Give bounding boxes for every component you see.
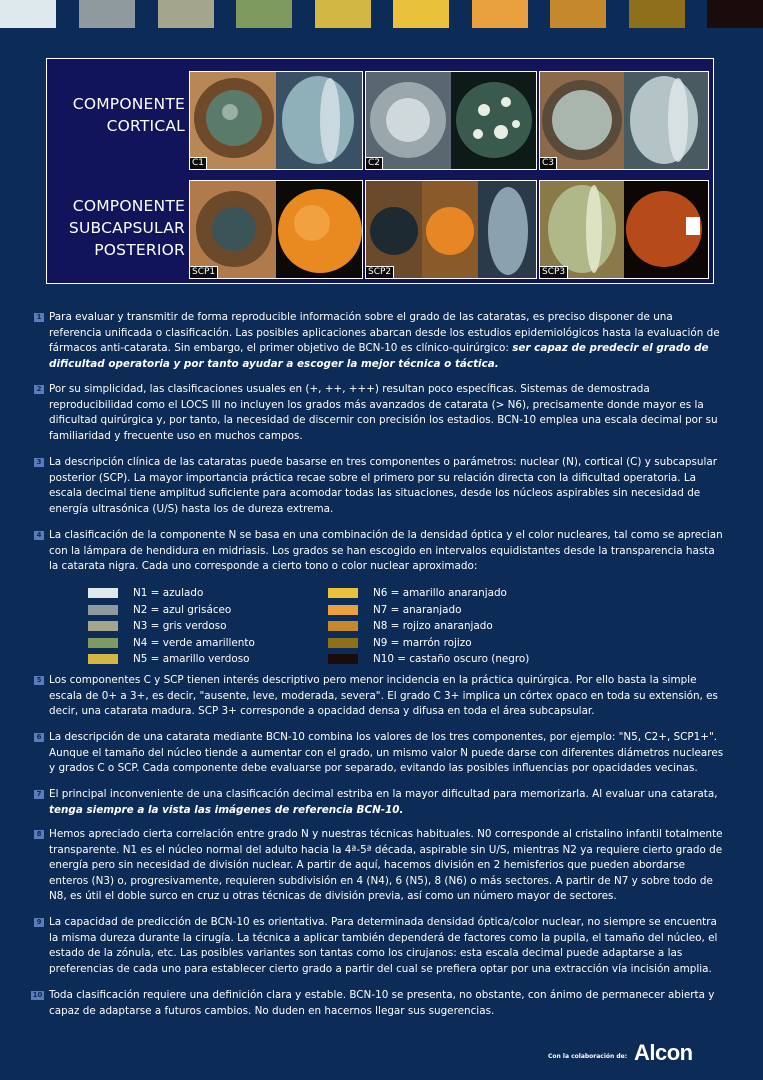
- swatch-n9: [629, 0, 685, 28]
- legend-item: [328, 635, 588, 652]
- paragraph-number: 10: [32, 991, 43, 999]
- legend-label: N9 = marrón rojizo: [373, 636, 472, 649]
- paragraph-number: 8: [34, 830, 44, 839]
- paragraph-number: 9: [34, 918, 44, 927]
- legend-swatch: [328, 654, 358, 664]
- legend-item: [328, 585, 588, 602]
- legend-label: N6 = amarillo anaranjado: [373, 587, 507, 599]
- cortical-heading-line2: CORTICAL: [106, 117, 185, 135]
- eye-photo-c1: [189, 71, 363, 170]
- swatch-n1: [0, 0, 56, 28]
- alcon-logo: Alcon: [634, 1040, 693, 1065]
- paragraph-3: [34, 455, 724, 517]
- legend-label: N4 = verde amarillento: [133, 636, 255, 649]
- swatch-n10: [707, 0, 763, 28]
- legend-item: [328, 618, 588, 635]
- photo-label-scp3: SCP3: [540, 266, 568, 278]
- paragraph-9: [34, 915, 724, 977]
- paragraph-number: 7: [34, 790, 44, 799]
- cataract-image-panel: [46, 58, 714, 284]
- nuclear-color-legend-left: [88, 585, 318, 668]
- paragraph-4: [34, 528, 724, 575]
- legend-swatch: [88, 654, 118, 664]
- legend-item: [88, 635, 318, 652]
- paragraph-number: 6: [34, 733, 44, 742]
- swatch-n5: [315, 0, 371, 28]
- paragraph-8: [34, 827, 724, 905]
- paragraph-2: [34, 382, 724, 444]
- swatch-n7: [472, 0, 528, 28]
- legend-label: N5 = amarillo verdoso: [133, 653, 250, 665]
- legend-swatch: [328, 621, 358, 631]
- cortical-heading: [47, 93, 185, 137]
- eye-photo-scp3: [539, 180, 709, 279]
- paragraph-text: La clasificación de la componente N se basa en una combinación de la densidad óptica y el color nucleares, tal como se aprecian con la lámpara de hendidura en midriasis. Los grados se han escogido en intervalos equidistantes desde la transparencia hasta la catarata nigra. Cada uno corresponde a cierto tono o color nuclear aproximado:: [49, 529, 723, 573]
- paragraph-text: Los componentes C y SCP tienen interés descriptivo pero menor incidencia en la práctica quirúrgica. Por ello basta la simple escala de 0+ a 3+, es decir, "ausente, leve, moderada, severa". El grado C 3+ implica un córtex opaco en toda su extensión, es decir, una catarata madura. SCP 3+ corresponde a opacidad densa y difusa en toda el área subcapsular.: [49, 674, 718, 718]
- legend-item: [328, 602, 588, 619]
- color-swatch-strip: [0, 0, 763, 28]
- paragraph-text: La descripción clínica de las cataratas puede basarse en tres componentes o parámetros: nuclear (N), cortical (C) y subcapsular posterior (SCP). La mayor importancia práctica recae sobre el primero por su relación directa con la dificultad operatoria. La escala decimal tiene amplitud suficiente para acomodar todas las situaciones, desde los núcleos aspirables sin necesidad de energía ultrasónica (U/S) hasta los de dureza extrema.: [49, 456, 718, 515]
- paragraph-6: [34, 730, 724, 777]
- legend-swatch: [88, 605, 118, 615]
- swatch-n2: [79, 0, 135, 28]
- paragraph-5: [34, 673, 724, 720]
- paragraph-1: [34, 310, 724, 372]
- legend-swatch: [88, 638, 118, 648]
- eye-photo-c2: [365, 71, 537, 170]
- legend-item: [88, 602, 318, 619]
- legend-label: N8 = rojizo anaranjado: [373, 620, 493, 632]
- swatch-n8: [550, 0, 606, 28]
- legend-swatch: [88, 621, 118, 631]
- legend-label: N7 = anaranjado: [373, 603, 462, 616]
- paragraph-text: Hemos apreciado cierta correlación entre grado N y nuestras técnicas habituales. N0 corresponde al cristalino infantil totalmente transparente. N1 es el núcleo normal del adulto hacia la 4ª-5ª década, aspirable sin U/S, mientras N2 ya requiere cierto grado de energía pero sin necesidad de división nuclear. A partir de aquí, hacemos división en 2 hemisferios que pueden abordarse enteros (N3) o, progresivamente, requieren subdivisión en 4 (N4), 6 (N5), 8 (N6) o más sectores. A partir de N7 y sobre todo de N8, es útil el doble surco en cruz u otras técnicas de división previa, así como un número mayor de sectores.: [49, 828, 723, 903]
- nuclear-color-legend-right: [328, 585, 588, 668]
- photo-label-c2: C2: [366, 157, 383, 169]
- scp-heading-line1: COMPONENTE: [72, 197, 185, 215]
- paragraph-number: 4: [34, 531, 44, 540]
- legend-label: N2 = azul grisáceo: [133, 603, 232, 616]
- paragraph-10: [34, 988, 724, 1019]
- legend-item: [88, 585, 318, 602]
- legend-swatch: [328, 638, 358, 648]
- collaboration-label: Con la colaboración de:: [548, 1053, 628, 1060]
- legend-swatch: [88, 588, 118, 598]
- scp-heading: [47, 195, 185, 261]
- legend-label: N3 = gris verdoso: [133, 620, 227, 632]
- legend-swatch: [328, 605, 358, 615]
- eye-photo-c3: [539, 71, 709, 170]
- photo-label-scp1: SCP1: [190, 266, 218, 278]
- paragraph-text: Toda clasificación requiere una definición clara y estable. BCN-10 se presenta, no obstante, con ánimo de permanecer abierta y capaz de adaptarse a futuros cambios. No duden en hacernos llegar sus sugerencias.: [49, 989, 715, 1017]
- paragraph-text: La descripción de una catarata mediante BCN-10 combina los valores de los tres componentes, por ejemplo: "N5, C2+, SCP1+". Aunque el tamaño del núcleo tiende a aumentar con el grado, un mismo valor N puede darse con diferentes diámetros nucleares y grados C o SCP. Cada componente debe evaluarse por separado, evitando las posibles influencias por opacidades vecinas.: [49, 731, 724, 775]
- paragraph-number: 5: [34, 676, 44, 685]
- legend-swatch: [328, 588, 358, 598]
- eye-photo-scp1: [189, 180, 363, 279]
- photo-label-c1: C1: [190, 157, 207, 169]
- scp-heading-line3: POSTERIOR: [94, 241, 185, 259]
- photo-label-c3: C3: [540, 157, 557, 169]
- eye-photo-scp2: [365, 180, 537, 279]
- scp-heading-line2: SUBCAPSULAR: [68, 219, 185, 237]
- paragraph-text: La capacidad de predicción de BCN-10 es orientativa. Para determinada densidad óptica/color nuclear, no siempre se encuentra la misma dureza durante la cirugía. La técnica a aplicar también dependerá de factores como la pupila, el tamaño del núcleo, el estado de la zónula, etc. Las posibles variantes son tantas como los cirujanos: esta escala decimal puede adaptarse a las preferencias de cada uno para establecer cierto grado a partir del cual se prefiera optar por una extracción vía incisión amplia.: [49, 916, 718, 975]
- legend-label: N10 = castaño oscuro (negro): [373, 653, 530, 665]
- paragraph-text: El principal inconveniente de una clasificación decimal estriba en la mayor dificultad para memorizarla. Al evaluar una catarata,: [49, 788, 718, 800]
- paragraph-text: Para evaluar y transmitir de forma reproducible información sobre el grado de las cataratas, es preciso disponer de una referencia unificada o clasificación. Las posibles aplicaciones abarcan desde los estudios epidemiológicos hasta la evaluación de fármacos anti-catarata. Sin embargo, el primer objetivo de BCN-10 es clínico-quirúrgico:: [49, 311, 720, 355]
- swatch-n4: [236, 0, 292, 28]
- legend-item: [88, 618, 318, 635]
- cortical-heading-line1: COMPONENTE: [72, 95, 185, 113]
- swatch-n3: [158, 0, 214, 28]
- legend-item: [88, 651, 318, 668]
- legend-item: [328, 651, 588, 668]
- paragraph-number: 2: [34, 385, 44, 394]
- paragraph-text: Por su simplicidad, las clasificaciones usuales en (+, ++, +++) resultan poco específicas. Sistemas de demostrada reproducibilidad como el LOCS III no incluyen los grados más avanzados de catarata (> N6), precisamente donde mayor es la dificultad quirúrgica y, por tanto, la necesidad de discernir con precisión los estadios. BCN-10 emplea una escala decimal por su familiaridad y frecuente uso en muchos campos.: [49, 383, 718, 442]
- paragraph-emphasis: tenga siempre a la vista las imágenes de referencia BCN-10.: [49, 803, 404, 816]
- paragraph-emphasis: ser capaz de predecir el grado de dificultad operatoria y por tanto ayudar a escoger la mejor técnica o táctica.: [49, 342, 709, 370]
- swatch-n6: [393, 0, 449, 28]
- photo-label-scp2: SCP2: [366, 266, 394, 278]
- paragraph-7: [34, 787, 724, 818]
- legend-label: N1 = azulado: [133, 587, 204, 599]
- paragraph-number: 3: [34, 458, 44, 467]
- paragraph-number: 1: [34, 313, 44, 322]
